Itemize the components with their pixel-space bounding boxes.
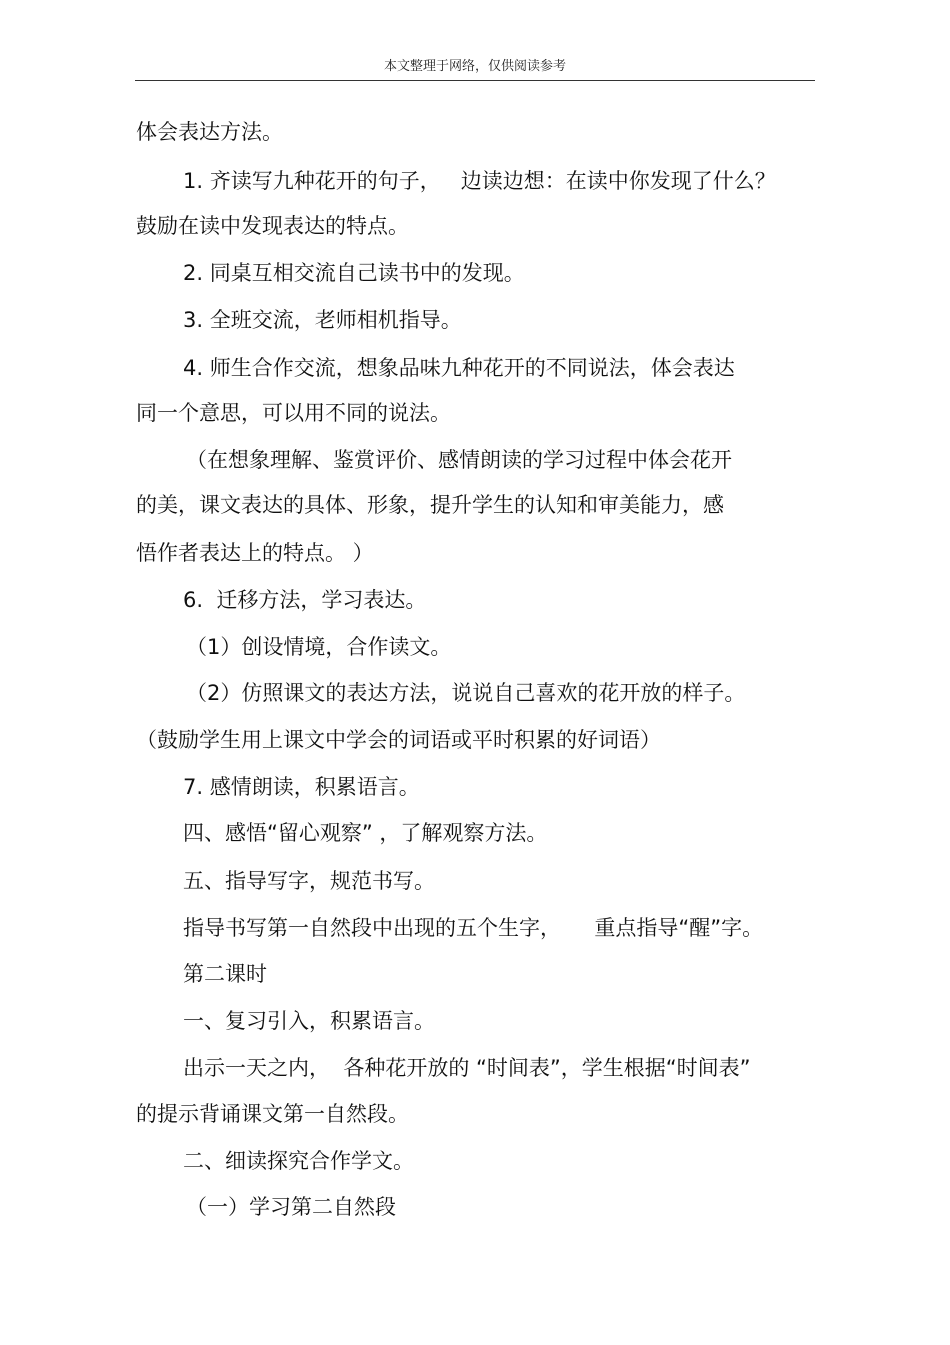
body-line: 出示一天之内， 各种花开放的 “时间表”，学生根据“时间表” — [183, 1056, 751, 1080]
body-line: （鼓励学生用上课文中学会的词语或平时积累的好词语） — [136, 728, 661, 752]
body-line: 二、细读探究合作学文。 — [183, 1149, 414, 1173]
body-line: 6. 迁移方法，学习表达。 — [183, 588, 427, 612]
body-line: 鼓励在读中发现表达的特点。 — [136, 214, 409, 238]
body-line: 3. 全班交流，老师相机指导。 — [183, 308, 462, 332]
body-line: 第二课时 — [183, 962, 267, 986]
body-line: 体会表达方法。 — [136, 120, 283, 144]
body-line: 7. 感情朗读，积累语言。 — [183, 775, 420, 799]
header-divider — [135, 80, 815, 81]
body-line: 指导书写第一自然段中出现的五个生字， 重点指导“醒”字。 — [183, 916, 764, 940]
body-line: 2. 同桌互相交流自己读书中的发现。 — [183, 261, 525, 285]
body-line: 同一个意思，可以用不同的说法。 — [136, 401, 451, 425]
body-line: 的提示背诵课文第一自然段。 — [136, 1102, 409, 1126]
body-line: 4. 师生合作交流，想象品味九种花开的不同说法，体会表达 — [183, 356, 735, 380]
header-text: 本文整理于网络，仅供阅读参考 — [383, 59, 566, 74]
body-line: 四、感悟“留心观察” ，了解观察方法。 — [183, 821, 548, 845]
body-line: 1. 齐读写九种花开的句子， 边读边想：在读中你发现了什么？ — [183, 169, 776, 193]
body-line: （在想象理解、鉴赏评价、感情朗读的学习过程中体会花开 — [186, 448, 732, 472]
body-line: 五、指导写字，规范书写。 — [183, 869, 435, 893]
body-line: 悟作者表达上的特点。 ） — [136, 541, 374, 565]
body-line: （2）仿照课文的表达方法，说说自己喜欢的花开放的样子。 — [186, 681, 746, 705]
body-line: 的美，课文表达的具体、形象，提升学生的认知和审美能力，感 — [136, 493, 724, 517]
body-line: （1）创设情境，合作读文。 — [186, 635, 452, 659]
body-line: 一、复习引入，积累语言。 — [183, 1009, 435, 1033]
body-line: （一）学习第二自然段 — [186, 1195, 396, 1219]
